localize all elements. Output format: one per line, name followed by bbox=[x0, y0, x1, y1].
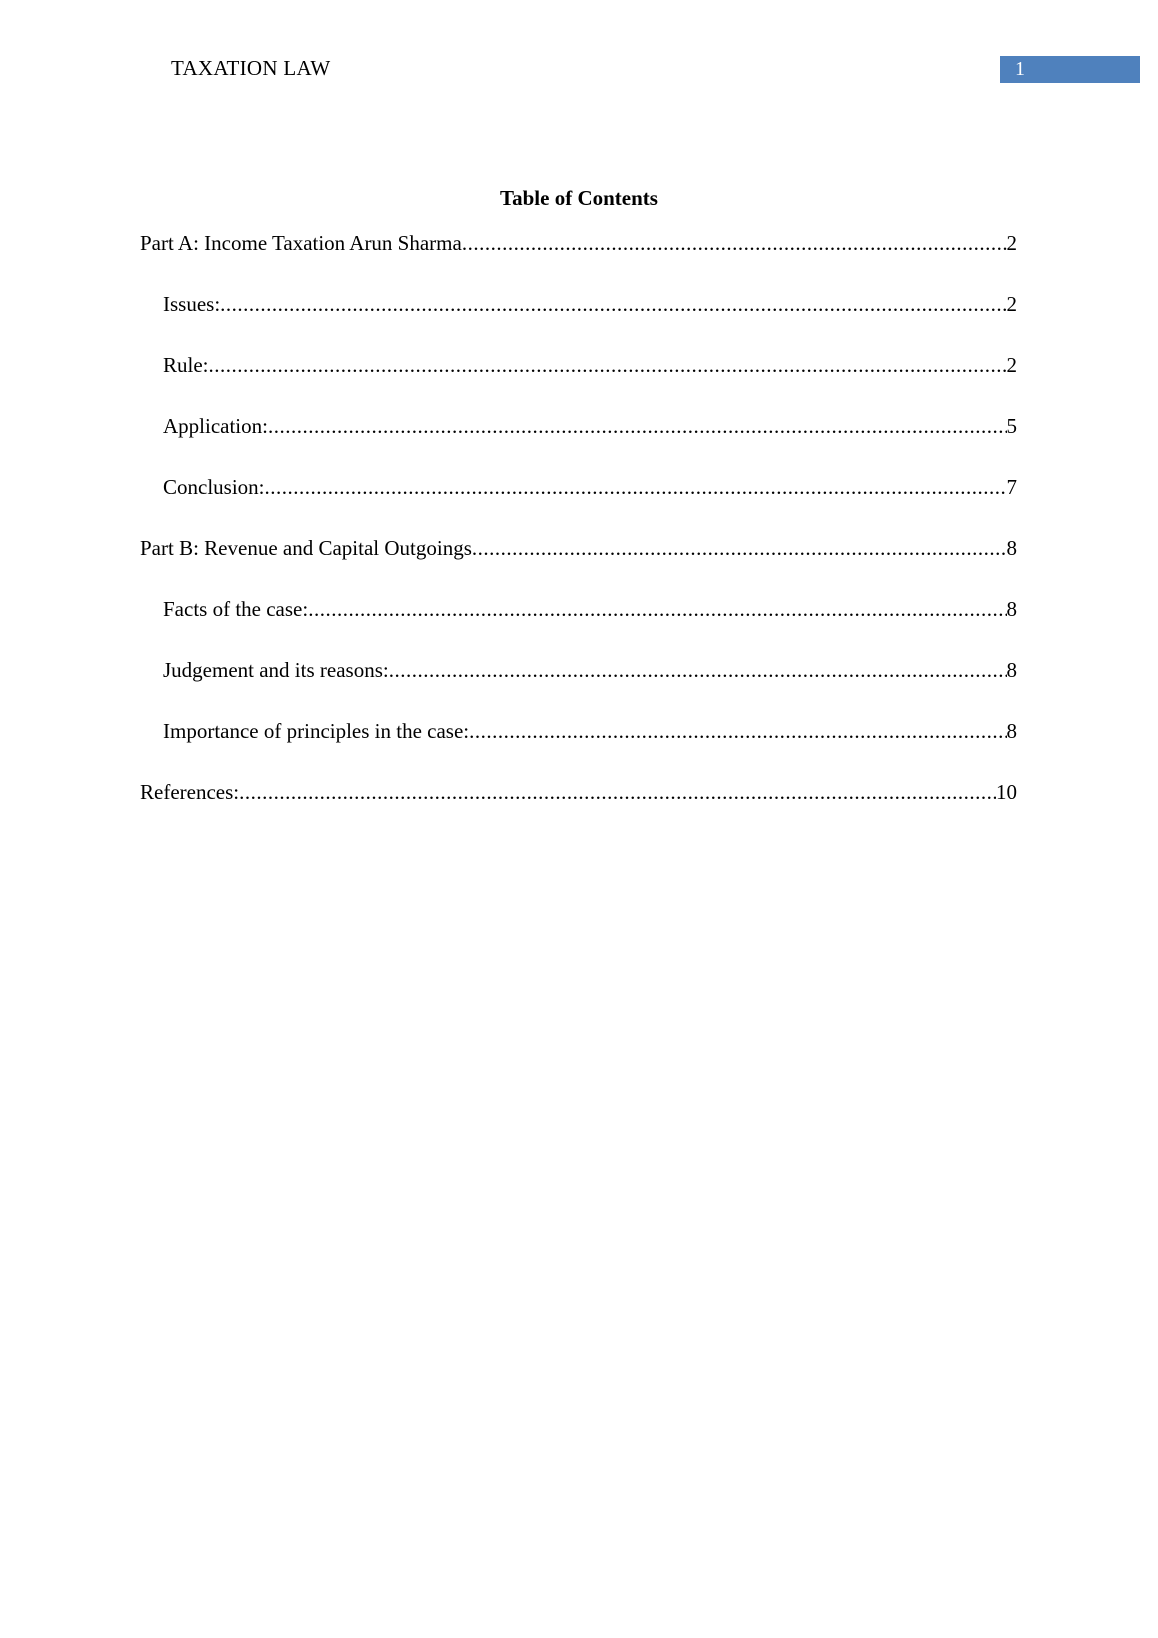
toc-entry[interactable] bbox=[140, 716, 1017, 777]
toc-entry-page: 8 bbox=[1006, 597, 1017, 621]
toc-entry-label: Issues: bbox=[163, 292, 221, 316]
toc-entry-page: 5 bbox=[1006, 414, 1017, 438]
toc-entry[interactable] bbox=[140, 472, 1017, 533]
toc-entry-label: Part B: Revenue and Capital Outgoings bbox=[140, 536, 472, 560]
page-number: 1 bbox=[1015, 58, 1025, 80]
toc-entry-label: Facts of the case: bbox=[163, 597, 309, 621]
dot-leader bbox=[389, 655, 1007, 685]
dot-leader bbox=[220, 289, 1006, 319]
toc-entry-label: Rule: bbox=[163, 353, 209, 377]
toc-entry-label: Importance of principles in the case: bbox=[163, 719, 470, 743]
toc-entry[interactable] bbox=[140, 289, 1017, 350]
dot-leader bbox=[308, 594, 1006, 624]
toc-entry[interactable] bbox=[140, 228, 1017, 289]
toc-heading: Table of Contents bbox=[500, 186, 658, 210]
dot-leader bbox=[462, 228, 1007, 258]
toc-entry[interactable] bbox=[140, 350, 1017, 411]
toc-entry-label: References: bbox=[140, 780, 240, 804]
toc-entry-page: 8 bbox=[1006, 536, 1017, 560]
toc-entry-page: 10 bbox=[996, 780, 1017, 804]
toc-entry-page: 8 bbox=[1006, 719, 1017, 743]
toc-entry-page: 2 bbox=[1006, 353, 1017, 377]
toc-entry[interactable] bbox=[140, 777, 1017, 838]
toc-entry[interactable] bbox=[140, 411, 1017, 472]
toc-entry[interactable] bbox=[140, 594, 1017, 655]
toc-entry-label: Application: bbox=[163, 414, 268, 438]
dot-leader bbox=[268, 411, 1007, 441]
toc-entry[interactable] bbox=[140, 655, 1017, 716]
toc-entry[interactable] bbox=[140, 533, 1017, 594]
dot-leader bbox=[239, 777, 996, 807]
dot-leader bbox=[265, 472, 1007, 502]
toc-entry-page: 2 bbox=[1006, 292, 1017, 316]
dot-leader bbox=[469, 716, 1006, 746]
dot-leader bbox=[472, 533, 1007, 563]
toc-entry-page: 2 bbox=[1006, 231, 1017, 255]
toc-entry-label: Judgement and its reasons: bbox=[163, 658, 389, 682]
toc-entry-label: Conclusion: bbox=[163, 475, 265, 499]
toc-entry-label: Part A: Income Taxation Arun Sharma bbox=[140, 231, 462, 255]
dot-leader bbox=[209, 350, 1007, 380]
toc-entry-page: 7 bbox=[1006, 475, 1017, 499]
table-of-contents bbox=[140, 228, 1017, 838]
running-header-title: TAXATION LAW bbox=[171, 56, 331, 80]
page-number-box bbox=[1000, 56, 1140, 83]
toc-entry-page: 8 bbox=[1006, 658, 1017, 682]
